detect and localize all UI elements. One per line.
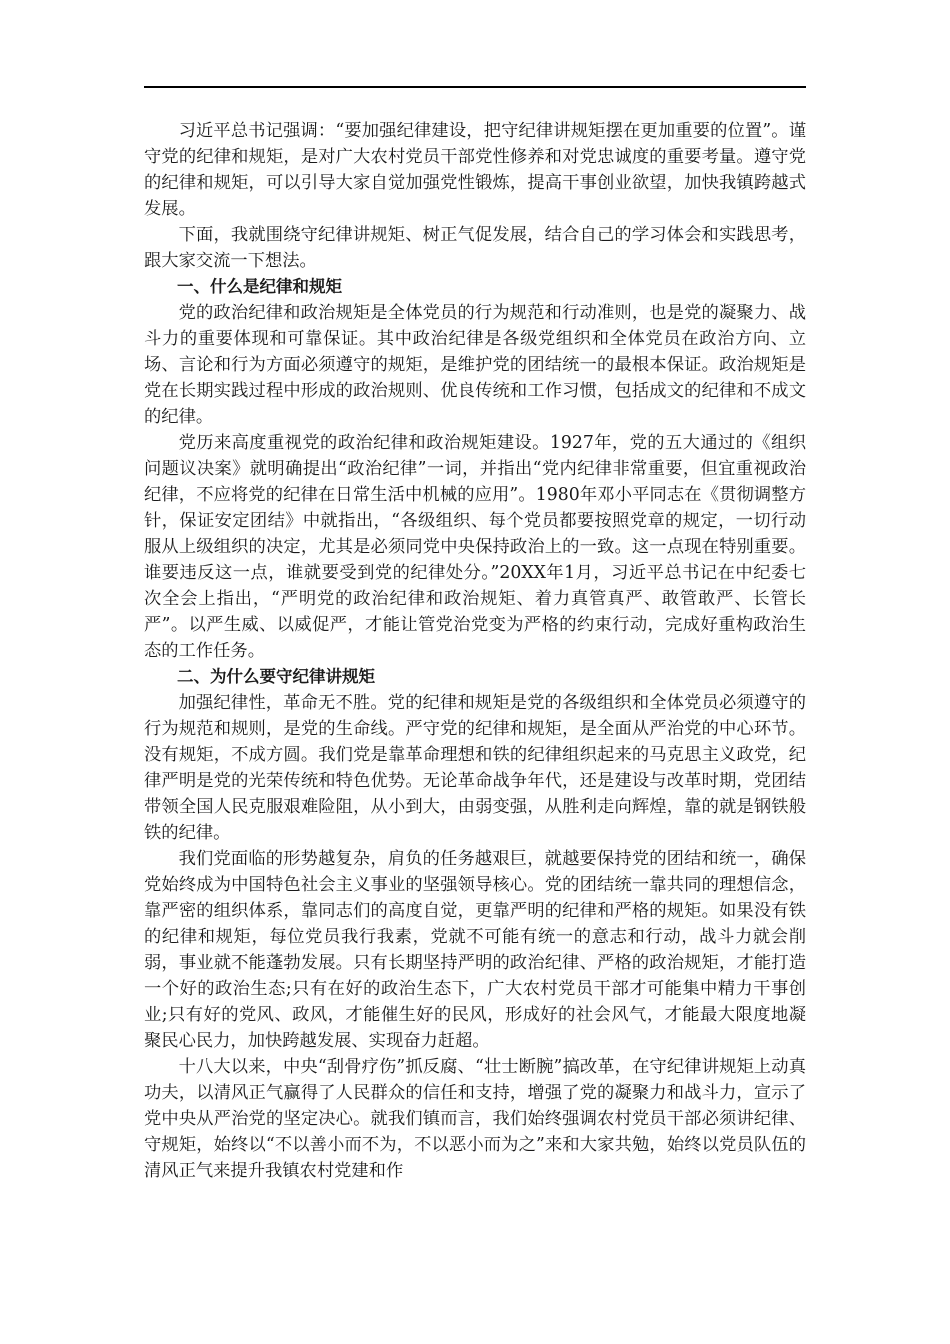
section-heading: 一、什么是纪律和规矩 <box>177 277 342 296</box>
body-paragraph: 下面，我就围绕守纪律讲规矩、树正气促发展，结合自己的学习体会和实践思考，跟大家交流一下想法。 <box>144 225 806 271</box>
body-paragraph: 党的政治纪律和政治规矩是全体党员的行为规范和行动准则，也是党的凝聚力、战斗力的重要体现和可靠保证。其中政治纪律是各级党组织和全体党员在政治方向、立场、言论和行为方面必须遵守的规矩，是维护党的团结统一的最根本保证。政治规矩是党在长期实践过程中形成的政治规则、优良传统和工作习惯，包括成文的纪律和不成文的纪律。 <box>144 303 806 427</box>
body-paragraph: 我们党面临的形势越复杂，肩负的任务越艰巨，就越要保持党的团结和统一，确保党始终成为中国特色社会主义事业的坚强领导核心。党的团结统一靠共同的理想信念，靠严密的组织体系，靠同志们的高度自觉，更靠严明的纪律和严格的规矩。如果没有铁的纪律和规矩，每位党员我行我素，党就不可能有统一的意志和行动，战斗力就会削弱，事业就不能蓬勃发展。只有长期坚持严明的政治纪律、严格的政治规矩，才能打造一个好的政治生态;只有在好的政治生态下，广大农村党员干部才可能集中精力干事创业;只有好的党风、政风，才能催生好的民风，形成好的社会风气，才能最大限度地凝聚民心民力，加快跨越发展、实现奋力赶超。 <box>144 849 806 1051</box>
body-paragraph: 习近平总书记强调：“要加强纪律建设，把守纪律讲规矩摆在更加重要的位置”。谨守党的纪律和规矩，是对广大农村党员干部党性修养和对党忠诚度的重要考量。遵守党的纪律和规矩，可以引导大家自觉加强党性锻炼，提高干事创业欲望，加快我镇跨越式发展。 <box>144 121 806 219</box>
body-paragraph: 加强纪律性，革命无不胜。党的纪律和规矩是党的各级组织和全体党员必须遵守的行为规范和规则，是党的生命线。严守党的纪律和规矩，是全面从严治党的中心环节。没有规矩，不成方圆。我们党是靠革命理想和铁的纪律组织起来的马克思主义政党，纪律严明是党的光荣传统和特色优势。无论革命战争年代，还是建设与改革时期，党团结带领全国人民克服艰难险阻，从小到大，由弱变强，从胜利走向辉煌，靠的就是钢铁般铁的纪律。 <box>144 693 806 843</box>
document-body <box>144 118 806 1184</box>
body-paragraph: 党历来高度重视党的政治纪律和政治规矩建设。1927年，党的五大通过的《组织问题议决案》就明确提出“政治纪律”一词，并指出“党内纪律非常重要，但宜重视政治纪律，不应将党的纪律在日常生活中机械的应用”。1980年邓小平同志在《贯彻调整方针，保证安定团结》中就指出，“各级组织、每个党员都要按照党章的规定，一切行动服从上级组织的决定，尤其是必须同党中央保持政治上的一致。这一点现在特别重要。谁要违反这一点，谁就要受到党的纪律处分。”20XX年1月，习近平总书记在中纪委七次全会上指出，“严明党的政治纪律和政治规矩、着力真管真严、敢管敢严、长管长严”。以严生威、以威促严，才能让管党治党变为严格的约束行动，完成好重构政治生态的工作任务。 <box>144 433 806 661</box>
header-rule <box>144 86 806 88</box>
body-paragraph: 十八大以来，中央“刮骨疗伤”抓反腐、“壮士断腕”搞改革，在守纪律讲规矩上动真功夫，以清风正气赢得了人民群众的信任和支持，增强了党的凝聚力和战斗力，宣示了党中央从严治党的坚定决心。就我们镇而言，我们始终强调农村党员干部必须讲纪律、守规矩，始终以“不以善小而不为，不以恶小而为之”来和大家共勉，始终以党员队伍的清风正气来提升我镇农村党建和作 <box>144 1057 806 1181</box>
section-heading: 二、为什么要守纪律讲规矩 <box>177 667 375 686</box>
